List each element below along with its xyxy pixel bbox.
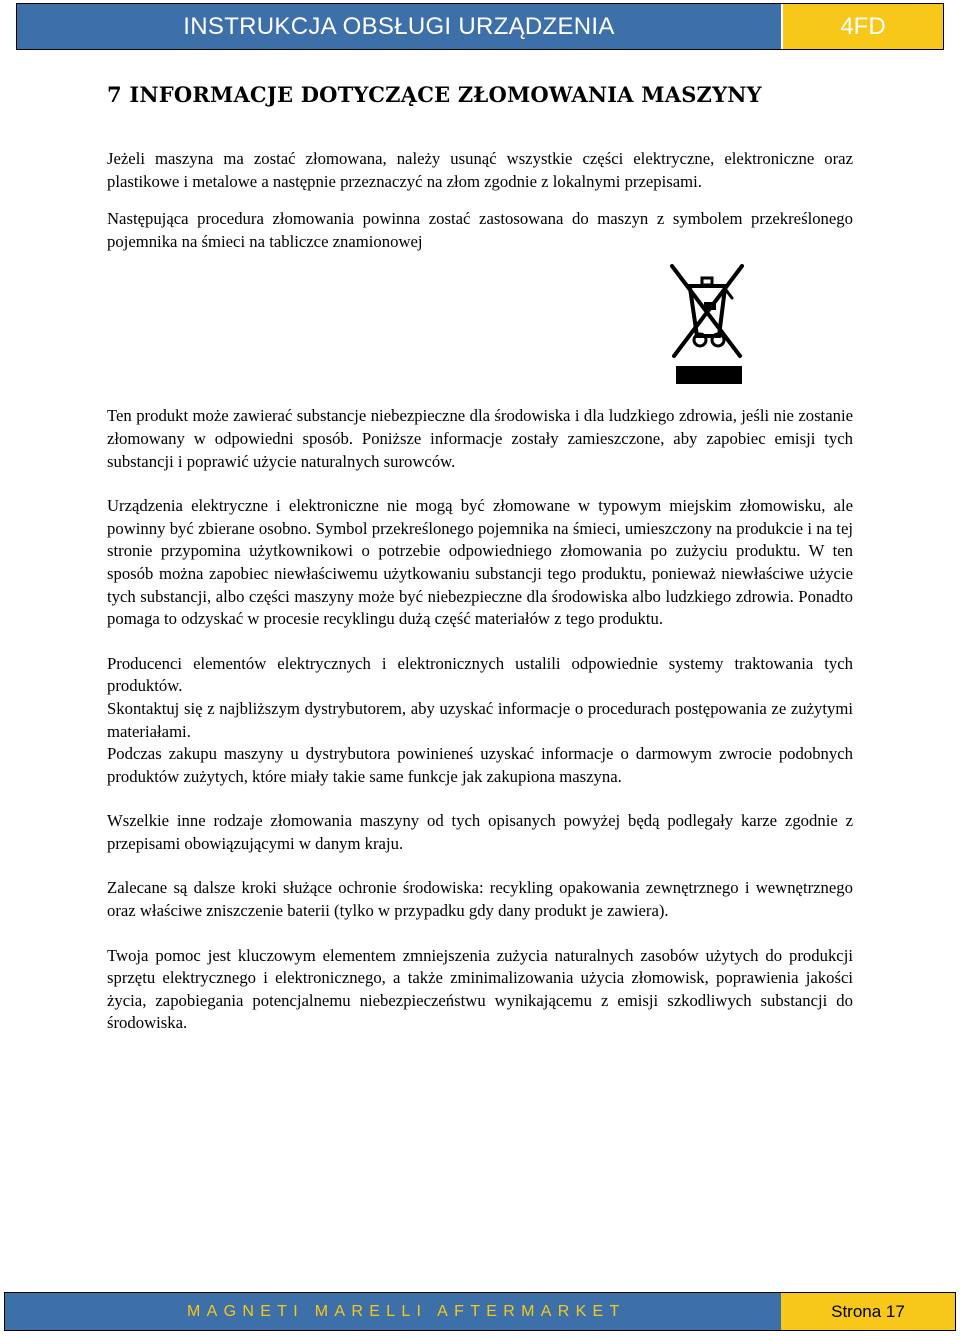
header-code: 4FD [783,4,943,49]
paragraph-free-return: Podczas zakupu maszyny u dystrybutora powinieneś uzyskać informacje o darmowym zwrocie podobnych produktów zużytych, które miały takie same funkcje jak zakupiona maszyna. [107,744,853,786]
paragraph-producers: Producenci elementów elektrycznych i elektronicznych ustalili odpowiednie systemy traktowania tych produktów. [107,653,853,696]
paragraph-scrapping-intro: Jeżeli maszyna ma zostać złomowana, należy usunąć wszystkie części elektryczne, elektroniczne oraz plastikowe i metalowe a następnie przeznaczyć na złom zgodnie z lokalnymi przepisami. [107,149,853,191]
page-footer [4,1292,956,1331]
paragraph-separate-collection: Urządzenia elektryczne i elektroniczne nie mogą być złomowane w typowym miejskim złomowisku, ale powinny być zbierane osobno. Symbol przekreślonego pojemnika na śmieci, umieszczony na produkcie i na tej stronie przypomina użytkownikowi o potrzebie odpowiedniego złomowania po zużyciu produktu. W ten sposób można zapobiec niewłaściwemu użytkowaniu substancji tego produktu, ponieważ niewłaściwe użycie tych substancji, albo części maszyny może być niebezpieczne dla środowiska albo ludzkiego zdrowia. Ponadto pomaga to odzyskać w procesie recyklingu dużą część materiałów z tego produktu. [107,496,853,629]
paragraph-contact-distributor: Skontaktuj się z najbliższym dystrybutorem, aby uzyskać informacje o procedurach postępowania ze zużytymi materiałami. [107,698,853,741]
paragraph-your-help: Twoja pomoc jest kluczowym elementem zmniejszenia zużycia naturalnych zasobów użytych do produkcji sprzętu elektrycznego i elektronicznego, a także zminimalizowania użycia złomowisk, poprawienia jakości życia, zapobiegania potencjalnemu niebezpieczeństwu wynikającemu z emisji szkodliwych substancji do środowiska. [107,945,853,1033]
paragraph-procedure: Następująca procedura złomowania powinna zostać zastosowana do maszyn z symbolem przekreślonego pojemnika na śmieci na tabliczce znamionowej [107,209,853,251]
footer-page-number: Strona 17 [781,1293,955,1330]
page-header [16,3,944,50]
paragraph-hazard: Ten produkt może zawierać substancje niebezpieczne dla środowiska i dla ludzkiego zdrowia, jeśli nie zostanie złomowany w odpowiedni sposób. Poniższe informacje zostały zamieszczone, aby zapobiec emisji tych substancji i poprawić użycie naturalnych surowców. [107,406,853,471]
section-heading: 7 INFORMACJE DOTYCZĄCE ZŁOMOWANIA MASZYNY [107,82,762,107]
paragraph-penalties: Wszelkie inne rodzaje złomowania maszyny od tych opisanych powyżej będą podlegały karze zgodnie z przepisami obowiązującymi w danym kraju. [107,811,853,853]
header-title: INSTRUKCJA OBSŁUGI URZĄDZENIA [17,4,783,49]
paragraph-environment-steps: Zalecane są dalsze kroki służące ochronie środowiska: recykling opakowania zewnętrznego i wewnętrznego oraz właściwe zniszczenie baterii (tylko w przypadku gdy dany produkt je zawiera). [107,878,853,921]
crossed-out-wheelie-bin-icon [668,262,748,384]
footer-company: MAGNETI MARELLI AFTERMARKET [5,1293,781,1330]
weee-symbol [107,253,853,403]
page-content [107,82,853,1035]
